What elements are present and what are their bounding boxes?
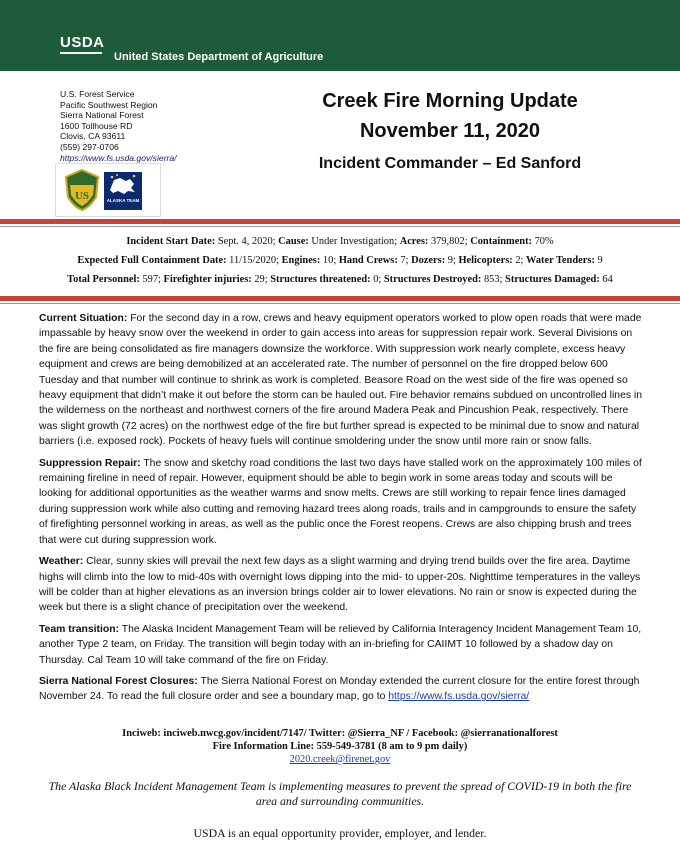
usda-logo: USDA <box>60 34 105 51</box>
stats-row-1 <box>0 236 680 247</box>
address-line: (559) 297-0706 <box>60 141 119 152</box>
address-line: 1600 Tollhouse RD <box>60 120 133 131</box>
stat-label: Engines: <box>281 255 321 266</box>
contact-info <box>0 727 680 766</box>
contact-email-link[interactable]: 2020.creek@firenet.gov <box>289 754 391 765</box>
stat-label: Total Personnel: <box>67 274 140 285</box>
address-line: U.S. Forest Service <box>60 89 135 99</box>
incident-commander: Incident Commander – Ed Sanford <box>318 155 582 172</box>
section-text: The Sierra National Forest on Monday extended the current closure for the entire forest through November 24. To read the full closure order and see a boundary map, go to <box>39 675 640 703</box>
forest-service-shield-icon <box>64 169 100 211</box>
stats-row-2 <box>0 255 680 266</box>
stats-row-3 <box>0 274 680 285</box>
stat-value: 9 <box>597 255 603 266</box>
stat-label: Structures threatened: <box>270 274 371 285</box>
stat-label: Dozers: <box>411 255 446 266</box>
divider-bottom <box>0 296 680 301</box>
section-current-situation <box>39 311 645 450</box>
divider-top-thin <box>0 226 680 227</box>
section-team-transition <box>39 622 645 668</box>
covid-notice: The Alaska Black Incident Management Team is implementing measures to prevent the spread of COVID-19 in both the fire area and surrounding communities. <box>48 779 632 808</box>
section-heading: Sierra National Forest Closures: <box>39 675 198 687</box>
stat-label: Helicopters: <box>458 255 513 266</box>
section-text: For the second day in a row, crews and heavy equipment operators worked to plow open roads that were made impassable by heavy snow over the weekend in order to gain access into areas for suppression repair work. Several Divisions on the fire are being consolidated as fire managers downsize the workforce. With suppression work nearly complete, excess heavy equipment and crews are being demobilized at an accelerated rate. The number of personnel on the fire dropped below 600 Tuesday and that number will continue to shrink as work is completed. Beasore Road on the west side of the fire was opened so heavy equipment that didn’t make it out before the storm can be hauled out. Fire behavior remains subdued on uncontrolled lines in the wilderness on the northeast and northwest corners of the fire around Madera Peak and Pincushion Peak, respectively. There was slight growth (72 acres) on the northwest edge of the fire but further spread is expected to be minimal due to snow and natural barriers (i.e. exposed rock). Pockets of heavy fuels will continue smoldering under the snow until more rain or snow falls. <box>39 313 643 448</box>
section-heading: Current Situation: <box>39 313 128 324</box>
forest-website-link[interactable]: https://www.fs.usda.gov/sierra/ <box>60 152 177 163</box>
stat-label: Expected Full Containment Date: <box>77 255 227 266</box>
stat-label: Structures Destroyed: <box>383 274 482 285</box>
alaska-team-badge-icon <box>104 172 142 210</box>
stat-value: 0; <box>373 274 382 285</box>
stat-value: 9; <box>447 255 456 266</box>
stat-label: Cause: <box>278 236 309 247</box>
section-text: The Alaska Incident Management Team will be relieved by California Interagency Incident Management Team 10, another Type 2 team, on Friday. The transition will begin today with an in-briefing for CAIIMT 10 followed by a shadow day on Thursday. Cal Team 10 will take command of the fire on Friday. <box>39 623 642 666</box>
office-address <box>60 89 177 163</box>
agency-logos <box>55 163 161 217</box>
section-heading: Suppression Repair: <box>39 457 141 469</box>
usda-banner <box>0 0 680 71</box>
stat-value: 64 <box>602 274 613 285</box>
stat-label: Acres: <box>399 236 429 247</box>
closure-order-link[interactable]: https://www.fs.usda.gov/sierra/ <box>388 691 530 703</box>
stat-value: 29; <box>254 274 268 285</box>
stat-value: 7; <box>400 255 409 266</box>
stat-label: Containment: <box>470 236 532 247</box>
update-body <box>39 311 645 711</box>
stat-value: 10; <box>322 255 337 266</box>
section-text: Clear, sunny skies will prevail the next few days as a slight warming and drying trend builds over the fire area. Daytime highs will climb into the low to mid-40s with overnight lows dipping into the mid- to upper-20s. Nighttime temperatures in the valleys will be colder than at higher elevations as an inversion brings colder air to lower elevations. No rain or snow is expected during the week but there is a slight chance of precipitation over the weekend. <box>39 556 641 614</box>
contact-phone: Fire Information Line: 559-549-3781 (8 am to 9 pm daily) <box>212 741 468 752</box>
address-line: Sierra National Forest <box>60 110 144 121</box>
divider-bottom-thin <box>0 303 680 304</box>
section-heading: Team transition: <box>39 623 120 635</box>
department-title: United States Department of Agriculture <box>114 51 324 63</box>
stat-value: 70% <box>534 236 554 247</box>
section-weather <box>39 554 645 616</box>
address-line: Pacific Southwest Region <box>60 99 158 110</box>
usda-logo-underline <box>60 52 102 54</box>
update-date: November 11, 2020 <box>359 120 541 142</box>
section-suppression-repair <box>39 456 645 548</box>
equal-opportunity-footer: USDA is an equal opportunity provider, employer, and lender. <box>193 826 487 840</box>
stat-value: 11/15/2020; <box>229 255 280 266</box>
stat-label: Hand Crews: <box>338 255 398 266</box>
stat-label: Structures Damaged: <box>505 274 600 285</box>
stat-value: Under Investigation; <box>311 236 398 247</box>
section-text: The snow and sketchy road conditions the last two days have stalled work on the approximately 100 miles of remaining fireline in need of repair. However, equipment should be able to begin work in some areas today and scouts will be looking for additional opportunities as the weather warms and snow melts. Crews are still working to repair fence lines damaged during suppression work while also cutting and removing hazard trees along roads, trails and in campgrounds to ensure the safety of firefighting personnel working in areas, as well as the public once the Forest reopens. Crews are also chipping brush and trees that were cut during suppression work. <box>39 457 642 546</box>
stat-value: 2; <box>515 255 524 266</box>
svg-text:US: US <box>74 190 90 202</box>
stat-label: Firefighter injuries: <box>163 274 252 285</box>
update-title: Creek Fire Morning Update <box>322 90 578 112</box>
stat-value: 597; <box>142 274 161 285</box>
alaska-map-icon <box>104 172 142 198</box>
divider-top <box>0 219 680 224</box>
stat-value: 853; <box>483 274 503 285</box>
stat-value: 379,802; <box>430 236 468 247</box>
section-heading: Weather: <box>39 556 84 568</box>
stat-value: Sept. 4, 2020; <box>217 236 276 247</box>
stat-label: Water Tenders: <box>526 255 595 266</box>
contact-social: Inciweb: inciweb.nwcg.gov/incident/7147/ Twitter: @Sierra_NF / Facebook: @sierranationalforest <box>122 728 558 739</box>
alaska-team-label: ALASKA TEAM <box>106 198 140 203</box>
stat-label: Incident Start Date: <box>126 236 216 247</box>
address-line: Clovis, CA 93611 <box>60 131 126 142</box>
section-closures <box>39 674 645 705</box>
